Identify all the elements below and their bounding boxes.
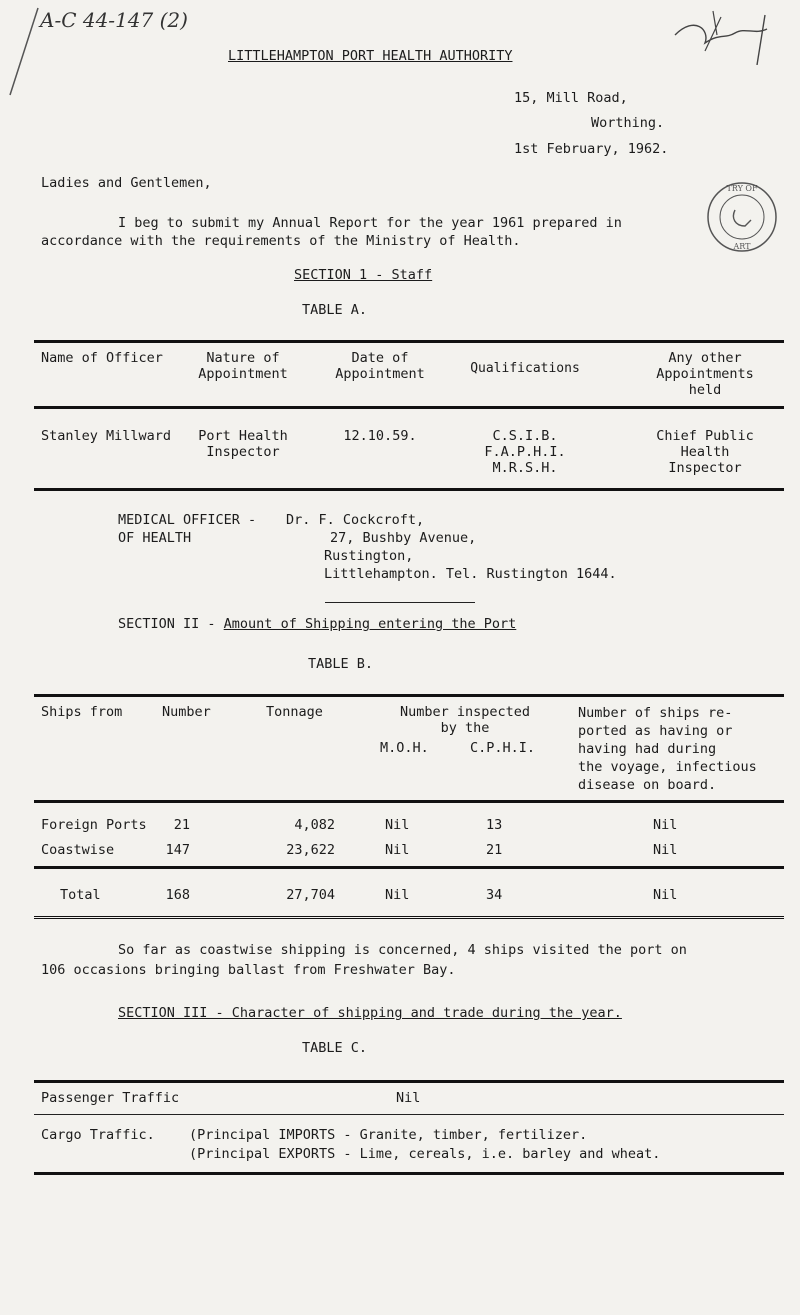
row-number: 21 xyxy=(173,817,190,833)
table-c-top-rule xyxy=(34,1080,784,1083)
section-2-heading xyxy=(118,616,516,632)
moh-address-3: Littlehampton. Tel. Rustington 1644. xyxy=(324,566,617,582)
officer-date: 12.10.59. xyxy=(343,428,417,444)
header-text: disease on board. xyxy=(578,777,717,793)
table-a-header-name: Name of Officer xyxy=(41,350,163,366)
officer-quals xyxy=(450,428,600,476)
row-number: 147 xyxy=(165,842,190,858)
cell-text: Chief Public xyxy=(656,428,754,444)
passenger-label: Passenger Traffic xyxy=(41,1090,180,1106)
passenger-value: Nil xyxy=(396,1090,421,1106)
table-a-bottom-rule xyxy=(34,488,784,491)
row-cphi: 21 xyxy=(486,842,503,858)
table-b-total-rule xyxy=(34,866,784,869)
table-c-bottom-rule xyxy=(34,1172,784,1175)
header-text: Date of xyxy=(351,350,409,366)
moh-name: Dr. F. Cockcroft, xyxy=(286,512,425,528)
section-2-prefix: SECTION II - xyxy=(118,616,224,632)
table-b-header-inspected xyxy=(385,704,545,736)
moh-label-1: MEDICAL OFFICER - xyxy=(118,512,257,528)
table-a-header-date xyxy=(320,350,440,382)
table-a-header-rule xyxy=(34,406,784,409)
header-text: having had during xyxy=(578,741,717,757)
row-tonnage: 23,622 xyxy=(286,842,335,858)
row-cphi: 13 xyxy=(486,817,503,833)
authority-heading: LITTLEHAMPTON PORT HEALTH AUTHORITY xyxy=(228,48,513,64)
table-b-bottom-rule xyxy=(34,916,784,922)
table-a-header-quals: Qualifications xyxy=(470,361,580,376)
cell-text: C.S.I.B. xyxy=(492,428,558,444)
cargo-imports: (Principal IMPORTS - Granite, timber, fertilizer. xyxy=(189,1127,588,1143)
row-tonnage: 4,082 xyxy=(294,817,335,833)
header-text: by the xyxy=(440,720,490,736)
header-text: Any other xyxy=(668,350,742,366)
cargo-exports: (Principal EXPORTS - Lime, cereals, i.e. barley and wheat. xyxy=(189,1146,661,1162)
officer-name: Stanley Millward xyxy=(41,428,172,444)
total-number: 168 xyxy=(165,887,190,903)
address-line-1: 15, Mill Road, xyxy=(514,90,628,106)
svg-text:ART: ART xyxy=(733,242,751,251)
intro-line-1: I beg to submit my Annual Report for the year 1961 prepared in xyxy=(118,215,622,231)
section-1-heading: SECTION 1 - Staff xyxy=(294,267,433,283)
cell-text: Health xyxy=(680,444,730,460)
moh-label-2: OF HEALTH xyxy=(118,530,192,546)
total-cphi: 34 xyxy=(486,887,503,903)
table-b-header-rule xyxy=(34,800,784,803)
shipping-note-2: 106 occasions bringing ballast from Freshwater Bay. xyxy=(41,962,456,978)
header-text: Appointment xyxy=(335,366,425,382)
total-moh: Nil xyxy=(385,887,410,903)
header-text: held xyxy=(688,382,722,398)
moh-address-2: Rustington, xyxy=(324,548,414,564)
section-2-title: Amount of Shipping entering the Port xyxy=(223,616,517,632)
letter-date: 1st February, 1962. xyxy=(514,141,669,157)
margin-pencil-mark xyxy=(0,0,40,100)
table-b-header-reported xyxy=(578,704,757,794)
cell-text: F.A.P.H.I. xyxy=(484,444,566,460)
svg-text:TRY OF: TRY OF xyxy=(726,184,758,193)
cell-text: Inspector xyxy=(206,444,280,460)
handwritten-reference: A-C 44-147 (2) xyxy=(40,8,188,32)
address-line-2: Worthing. xyxy=(591,115,665,131)
header-text: Nature of xyxy=(206,350,280,366)
official-seal-stamp xyxy=(705,180,779,254)
row-reported: Nil xyxy=(653,817,678,833)
table-c-mid-rule xyxy=(34,1114,784,1115)
table-b-header-number: Number xyxy=(162,704,211,720)
row-from: Coastwise xyxy=(41,842,115,858)
table-b-header-moh: M.O.H. xyxy=(380,740,429,756)
table-b-header-from: Ships from xyxy=(41,704,123,720)
table-a-header-nature xyxy=(178,350,308,382)
officer-other xyxy=(640,428,770,476)
cell-text: M.R.S.H. xyxy=(492,460,558,476)
intro-line-2: accordance with the requirements of the Ministry of Health. xyxy=(41,233,521,249)
cell-text: Inspector xyxy=(668,460,742,476)
table-b-header-cphi: C.P.H.I. xyxy=(470,740,536,756)
table-b-header-tonnage: Tonnage xyxy=(266,704,323,720)
header-text: Appointment xyxy=(198,366,288,382)
section-divider xyxy=(325,602,475,603)
header-text: ported as having or xyxy=(578,723,733,739)
header-text: the voyage, infectious xyxy=(578,759,757,775)
cell-text: Port Health xyxy=(198,428,288,444)
row-from: Foreign Ports xyxy=(41,817,147,833)
total-reported: Nil xyxy=(653,887,678,903)
row-reported: Nil xyxy=(653,842,678,858)
header-text: Appointments xyxy=(656,366,754,382)
header-text: Number inspected xyxy=(399,704,531,720)
table-c-title: TABLE C. xyxy=(302,1040,368,1056)
shipping-note-1: So far as coastwise shipping is concerned, 4 ships visited the port on xyxy=(118,942,687,958)
table-a-top-rule xyxy=(34,340,784,343)
table-b-title: TABLE B. xyxy=(308,656,374,672)
table-a-header-other xyxy=(640,350,770,398)
salutation: Ladies and Gentlemen, xyxy=(41,175,212,191)
section-3-heading: SECTION III - Character of shipping and trade during the year. xyxy=(118,1005,622,1021)
table-a-title: TABLE A. xyxy=(302,302,368,318)
row-moh: Nil xyxy=(385,842,410,858)
table-b-top-rule xyxy=(34,694,784,697)
officer-nature xyxy=(178,428,308,460)
header-text: Number of ships re- xyxy=(578,705,733,721)
total-tonnage: 27,704 xyxy=(286,887,335,903)
moh-address-1: 27, Bushby Avenue, xyxy=(330,530,477,546)
row-moh: Nil xyxy=(385,817,410,833)
handwritten-signature xyxy=(665,5,775,65)
total-from: Total xyxy=(60,887,101,903)
cargo-label: Cargo Traffic. xyxy=(41,1127,155,1143)
